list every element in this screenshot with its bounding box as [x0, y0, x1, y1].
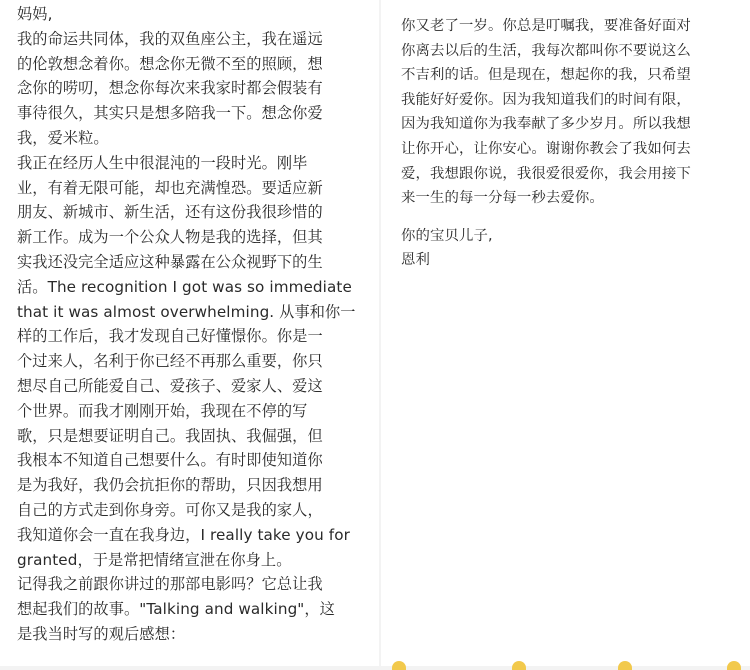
letter-line: 记得我之前跟你讲过的那部电影吗？它总让我	[17, 575, 323, 594]
letter-line: 样的工作后，我才发现自己好懂憬你。你是一	[17, 327, 323, 346]
letter-line: 我，爱米粒。	[17, 128, 109, 147]
letter-line: that it was almost overwhelming. 从事和你一	[17, 302, 356, 321]
letter-line: 新工作。成为一个公众人物是我的选择，但其	[17, 228, 323, 247]
letter-line: 你离去以后的生活，我每次都叫你不要说这么	[401, 42, 691, 59]
letter-line: 自己的方式走到你身旁。可你又是我的家人，	[17, 500, 323, 519]
letter-line: 个世界。而我才刚刚开始，我现在不停的写	[17, 401, 308, 420]
letter-line: 个过来人，名利于你已经不再那么重要，你只	[17, 352, 323, 371]
letter-line: 事待很久，其实只是想多陪我一下。想念你爱	[17, 104, 323, 123]
letter-line: 朋友、新城市、新生活，还有这份我很珍惜的	[17, 203, 323, 222]
letter-line: 你又老了一岁。你总是叮嘱我，要准备好面对	[401, 18, 691, 34]
letter-line: 业，有着无限可能，却也充满惶恐。要适应新	[17, 178, 323, 197]
letter-line: 不吉利的话。但是现在，想起你的我，只希望	[401, 67, 691, 84]
letter-line: 我根本不知道自己想要什么。有时即使知道你	[17, 451, 323, 470]
letter-line: 活。The recognition I got was so immediate	[17, 277, 352, 296]
letter-line: 歌，只是想要证明自己。我固执、我倔强，但	[17, 426, 323, 445]
letter-line: 想起我们的故事。"Talking and walking"，这	[17, 600, 335, 619]
letter-line: 爱，我想跟你说，我很爱很爱你，我会用接下	[401, 165, 691, 182]
letter-line: 我的命运共同体，我的双鱼座公主，我在遥远	[17, 29, 323, 48]
letter-line: 是为我好，我仍会抗拒你的帮助，只因我想用	[17, 476, 323, 495]
letter-line: 念你的唠叨，想念你每次来我家时都会假装有	[17, 79, 323, 98]
letter-line: 我知道你会一直在我身边，I really take you for	[17, 525, 350, 544]
letter-line: 想尽自己所能爱自己、爱孩子、爱家人、爱这	[17, 376, 323, 395]
signature: 恩利	[401, 252, 430, 269]
letter-line: 因为我知道你为我奉献了多少岁月。所以我想	[401, 116, 691, 133]
letter-line: 的伦敦想念着你。想念你无微不至的照顾，想	[17, 54, 323, 73]
letter-line: 我正在经历人生中很混沌的一段时光。刚毕	[17, 153, 308, 172]
letter-line: 让你开心，让你安心。谢谢你教会了我如何去	[401, 140, 691, 157]
letter-line: 我能好好爱你。因为我知道我们的时间有限，	[401, 91, 691, 108]
letter-line: 来一生的每一分每一秒去爱你。	[401, 190, 604, 207]
letter-line: 实我还没完全适应这种暴露在公众视野下的生	[17, 252, 323, 271]
letter-line: 妈妈,	[17, 5, 53, 23]
letter-line: granted，于是常把情绪宣泄在你身上。	[17, 550, 292, 569]
letter-line: 是我当时写的观后感想：	[17, 624, 186, 643]
signoff: 你的宝贝儿子,	[401, 227, 493, 244]
paragraph-gap	[401, 211, 736, 224]
letter-right-body	[401, 14, 736, 211]
letter-right-column	[381, 0, 750, 666]
